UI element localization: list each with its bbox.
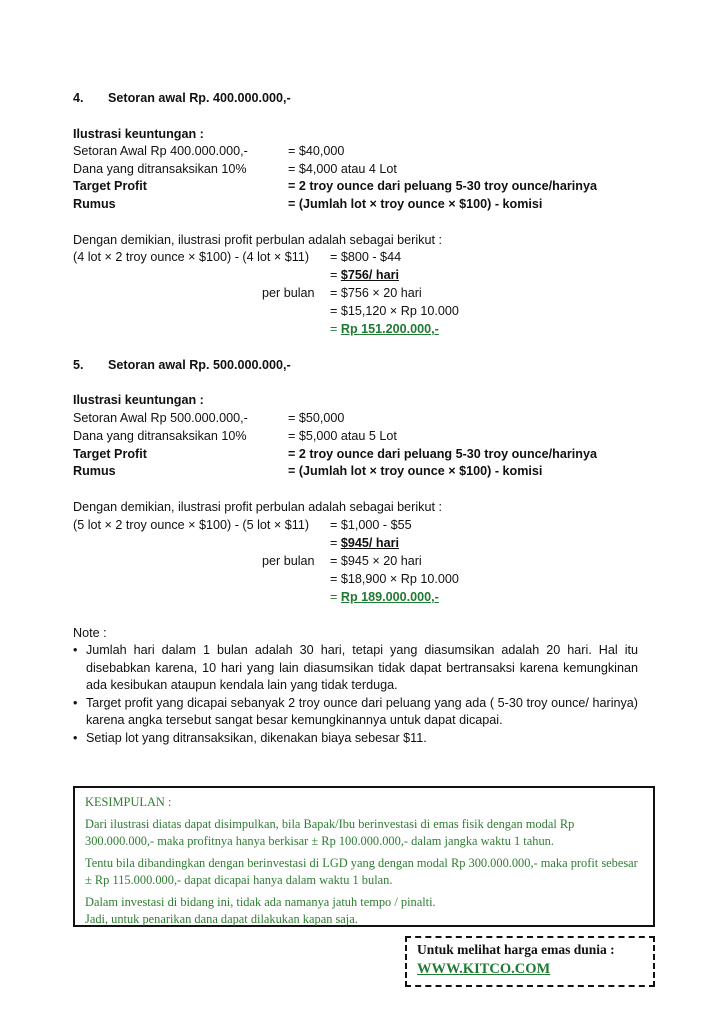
section-5-calc-4: = $18,900 × Rp 10.000 (330, 572, 459, 586)
section-4-row-label: Setoran Awal Rp 400.000.000,- (73, 144, 248, 158)
section-5-calc-left: (5 lot × 2 troy ounce × $100) - (5 lot × $11) (73, 518, 310, 532)
section-4-row-label: Target Profit (73, 179, 147, 193)
section-5-calc-2 (330, 535, 399, 552)
kesimpulan-paragraph: Dari ilustrasi diatas dapat disimpulkan, bila Bapak/Ibu berinvestasi di emas fisik dengan modal Rp 300.000.000,- maka profitnya hanya berkisar ± Rp 100.000.000,- dalam jangka waktu 1 tahun. (85, 817, 575, 848)
section-5-row-value: = (Jumlah lot × troy ounce × $100) - komisi (288, 464, 543, 478)
calc-prefix: = (330, 536, 341, 550)
section-5-number: 5. (73, 358, 84, 372)
calc-prefix: = (330, 322, 341, 336)
kesimpulan-line: Dalam investasi di bidang ini, tidak ada namanya jatuh tempo / pinalti. (85, 895, 436, 909)
section-4-number: 4. (73, 91, 84, 105)
section-4-title: Setoran awal Rp. 400.000.000,- (108, 91, 291, 105)
kitco-link[interactable]: WWW.KITCO.COM (417, 961, 551, 977)
bullet-icon: • (73, 695, 78, 710)
calc-prefix: = (330, 590, 341, 604)
section-5-calc-5 (330, 589, 439, 606)
section-4-row-label: Rumus (73, 197, 116, 211)
section-4-row-value: = $4,000 atau 4 Lot (288, 162, 397, 176)
kesimpulan-line: Jadi, untuk penarikan dana dapat dilakukan kapan saja. (85, 912, 358, 926)
section-5-row-label: Setoran Awal Rp 500.000.000,- (73, 411, 248, 425)
kesimpulan-paragraph (85, 894, 643, 928)
section-4-calc-1: = $800 - $44 (330, 250, 402, 264)
note-item (73, 642, 638, 695)
section-5-calc-1: = $1,000 - $55 (330, 518, 412, 532)
section-4-calc-4: = $15,120 × Rp 10.000 (330, 304, 459, 318)
note-item-text: Target profit yang dicapai sebanyak 2 troy ounce dari peluang yang ada ( 5-30 troy ounce/ harinya) karena angka tersebut sangat besar kemungkinannya untuk dapat dicapai. (86, 695, 638, 727)
bullet-icon: • (73, 730, 78, 745)
section-5-monthly-profit: Rp 189.000.000,- (340, 590, 439, 604)
section-5-row-value: = $5,000 atau 5 Lot (288, 429, 397, 443)
section-5-title: Setoran awal Rp. 500.000.000,- (108, 358, 291, 372)
section-5-per-bulan: per bulan (262, 554, 315, 568)
section-4-row-label: Dana yang ditransaksikan 10% (73, 162, 247, 176)
section-4-daily-profit: $756/ hari (340, 268, 399, 282)
kesimpulan-paragraph: Tentu bila dibandingkan dengan berinvestasi di LGD yang dengan modal Rp 300.000.000,- maka profit sebesar ± Rp 115.000.000,- dapat dicapai hanya dalam waktu 1 bulan. (85, 856, 638, 887)
section-5-row-label: Dana yang ditransaksikan 10% (73, 429, 247, 443)
note-list (73, 642, 638, 747)
kitco-text: Untuk melihat harga emas dunia : (417, 942, 615, 957)
section-4-calc-left: (4 lot × 2 troy ounce × $100) - (4 lot × $11) (73, 250, 310, 264)
note-item-text: Jumlah hari dalam 1 bulan adalah 30 hari, tetapi yang diasumsikan adalah 20 hari. Hal itu disebabkan karena, 10 hari yang lain diasumsikan tidak dapat bertransaksi karena kemungkinan ada kesibukan ataupun kendala lain yang tidak terduga. (86, 643, 638, 692)
section-4-per-bulan: per bulan (262, 286, 315, 300)
section-4-calc-2 (330, 267, 399, 284)
section-5-daily-profit: $945/ hari (340, 536, 399, 550)
section-4-monthly-profit: Rp 151.200.000,- (340, 322, 439, 336)
section-5-intro: Dengan demikian, ilustrasi profit perbulan adalah sebagai berikut : (73, 500, 442, 514)
note-item-text: Setiap lot yang ditransaksikan, dikenakan biaya sebesar $11. (86, 730, 427, 745)
section-4-row-value: = (Jumlah lot × troy ounce × $100) - komisi (288, 197, 543, 211)
section-4-calc-3: = $756 × 20 hari (330, 286, 422, 300)
bullet-icon: • (73, 643, 78, 657)
note-title: Note : (73, 626, 107, 640)
section-5-calc-3: = $945 × 20 hari (330, 554, 422, 568)
section-5-row-value: = 2 troy ounce dari peluang 5-30 troy ounce/harinya (288, 447, 597, 461)
section-5-row-value: = $50,000 (288, 411, 345, 425)
section-4-intro: Dengan demikian, ilustrasi profit perbulan adalah sebagai berikut : (73, 233, 442, 247)
section-4-calc-5 (330, 321, 439, 338)
section-4-row-value: = $40,000 (288, 144, 345, 158)
section-5-row-label: Target Profit (73, 447, 147, 461)
note-item (73, 730, 638, 748)
section-4-row-value: = 2 troy ounce dari peluang 5-30 troy ounce/harinya (288, 179, 597, 193)
calc-prefix: = (330, 268, 341, 282)
section-5-row-label: Rumus (73, 464, 116, 478)
kesimpulan-title: KESIMPULAN : (85, 795, 172, 809)
section-4-ilustrasi-heading: Ilustrasi keuntungan : (73, 127, 204, 141)
kitco-box (405, 936, 655, 987)
note-item (73, 695, 638, 730)
kesimpulan-box (73, 786, 655, 927)
section-5-ilustrasi-heading: Ilustrasi keuntungan : (73, 393, 204, 407)
